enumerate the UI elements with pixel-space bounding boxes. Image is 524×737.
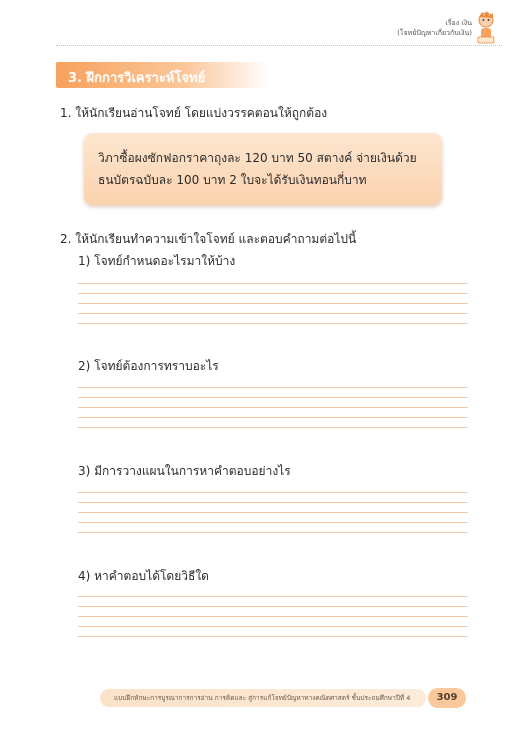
problem-line-1: วิภาซื้อผงซักฟอกราคาถุงละ 120 บาท 50 สตางค์ จ่ายเงินด้วย [98,151,417,165]
topic-subtitle: (โจทย์ปัญหาเกี่ยวกับเงิน) [397,29,472,37]
section-banner [56,62,270,88]
question-1: 1. ให้นักเรียนอ่านโจทย์ โดยแบ่งวรรคตอนให้ถูกต้อง [60,106,328,120]
section-title: 3. ฝึกการวิเคราะห์โจทย์ [68,71,206,86]
footer-text: แบบฝึกทักษะการบูรณาการการอ่าน การคิดและ สู่การแก้โจทย์ปัญหาทางคณิตศาสตร์ ชั้นประถมศึกษาปีที่ 4 [114,694,411,702]
answer-lines-2[interactable] [78,387,468,437]
sub-question-3: 3) มีการวางแผนในการหาคำตอบอย่างไร [78,464,291,478]
sub-question-2: 2) โจทย์ต้องการทราบอะไร [78,359,219,373]
mascot-icon [474,10,498,44]
problem-text [98,147,432,191]
page-number: 309 [428,688,466,708]
problem-box [84,133,442,205]
answer-lines-4[interactable] [78,596,468,646]
question-2: 2. ให้นักเรียนทำความเข้าใจโจทย์ และตอบคำถามต่อไปนี้ [60,232,357,246]
answer-lines-1[interactable] [78,283,468,333]
sub-question-1: 1) โจทย์กำหนดอะไรมาให้บ้าง [78,254,236,268]
answer-lines-3[interactable] [78,492,468,542]
topic-title: เรื่อง เงิน [445,19,472,27]
header-topic [397,18,472,38]
problem-line-2: ธนบัตรฉบับละ 100 บาท 2 ใบจะได้รับเงินทอนกี่บาท [98,173,367,187]
header-divider [56,45,502,46]
footer-bar [100,689,426,707]
sub-question-4: 4) หาคำตอบได้โดยวิธีใด [78,569,209,583]
